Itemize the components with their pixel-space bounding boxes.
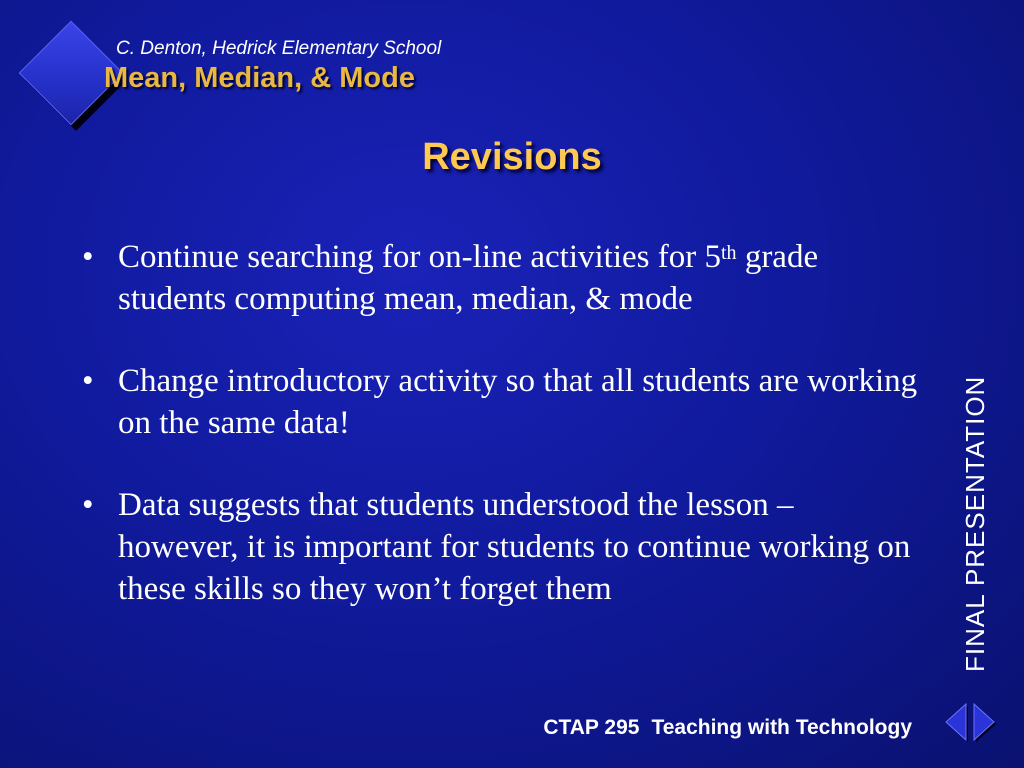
- triangle-right-icon: [972, 702, 996, 742]
- bullet-item: [82, 236, 922, 320]
- previous-slide-button[interactable]: [944, 702, 968, 742]
- side-label: FINAL PRESENTATION: [960, 375, 990, 672]
- bullet-item: [82, 360, 922, 444]
- topic-heading: Mean, Median, & Mode: [104, 62, 415, 94]
- author-line: C. Denton, Hedrick Elementary School: [116, 38, 442, 59]
- triangle-left-icon: [944, 702, 968, 742]
- bullet-text: Continue searching for on-line activities for 5: [118, 239, 721, 275]
- bullet-marker: •: [82, 487, 94, 523]
- bullet-text: Data suggests that students understood the lesson – however, it is important for students to continue working on these skills so they won’t forget them: [118, 487, 911, 607]
- bullet-text-continued: grade students computing mean, median, & mode: [118, 239, 819, 317]
- bullet-superscript: th: [721, 242, 737, 264]
- bullet-item: [82, 484, 922, 610]
- slide-navigation: [944, 702, 996, 742]
- bullet-marker: •: [82, 363, 94, 399]
- footer-course-title: Teaching with Technology: [651, 716, 912, 739]
- next-slide-button[interactable]: [972, 702, 996, 742]
- slide-title: Revisions: [422, 136, 602, 178]
- footer: [543, 716, 912, 740]
- bullet-text: Change introductory activity so that all students are working on the same data!: [118, 363, 918, 441]
- bullet-list: [82, 236, 922, 650]
- footer-course-code: CTAP 295: [543, 716, 640, 739]
- bullet-marker: •: [82, 239, 94, 275]
